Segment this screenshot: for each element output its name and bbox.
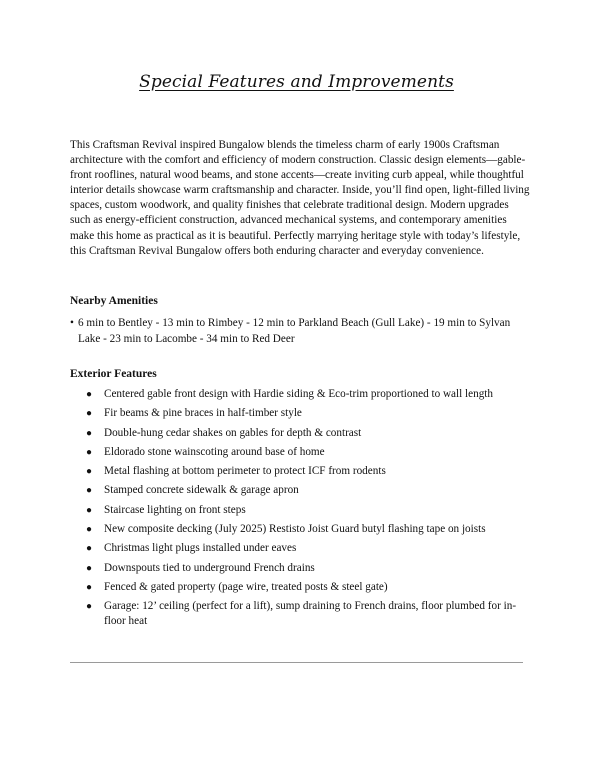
list-item-text: Christmas light plugs installed under eaves <box>104 542 297 555</box>
nearby-amenities-text: 6 min to Bentley - 13 min to Rimbey - 12 min to Parkland Beach (Gull Lake) - 19 min to Sylvan Lake - 23 min to Lacombe - 34 min to Red Deer <box>78 317 511 345</box>
page-title: Special Features and Improvements <box>139 72 454 92</box>
divider <box>70 662 523 663</box>
exterior-features-list <box>70 387 530 630</box>
list-item <box>70 464 530 483</box>
list-item <box>70 522 530 541</box>
list-item-text: Metal flashing at bottom perimeter to protect ICF from rodents <box>104 465 386 478</box>
bullet-icon: ● <box>85 446 92 458</box>
list-item <box>70 387 530 406</box>
bullet-icon: ● <box>85 504 92 516</box>
intro-paragraph: This Craftsman Revival inspired Bungalow blends the timeless charm of early 1900s Craftsman architecture with the comfort and efficiency of modern construction. Classic design elements—gable-front rooflines, natural wood beams, and stone accents—create inviting curb appeal, while thoughtful interior details showcase warm craftsmanship and character. Inside, you’ll find open, light-filled living spaces, custom woodwork, and quality finishes that celebrate traditional design. Modern upgrades such as energy-efficient construction, advanced mechanical systems, and contemporary amenities make this home as practical as it is beautiful. Perfectly marrying heritage style with today’s lifestyle, this Craftsman Revival Bungalow offers both enduring character and everyday convenience. <box>70 139 530 257</box>
list-item <box>70 561 530 580</box>
bullet-icon: ● <box>85 408 92 420</box>
list-item-text: New composite decking (July 2025) Restisto Joist Guard butyl flashing tape on joists <box>104 523 486 536</box>
list-item-text: Fenced & gated property (page wire, treated posts & steel gate) <box>104 580 388 593</box>
list-item <box>70 426 530 445</box>
list-item <box>70 445 530 464</box>
list-item <box>70 503 530 522</box>
list-item-text: Eldorado stone wainscoting around base of home <box>104 445 325 458</box>
list-item-text: Stamped concrete sidewalk & garage apron <box>104 484 299 497</box>
bullet-icon: ● <box>85 601 92 613</box>
list-item <box>70 406 530 425</box>
bullet-icon: ● <box>85 427 92 439</box>
bullet-icon: ● <box>85 562 92 574</box>
bullet-icon: • <box>70 317 74 329</box>
list-item-text: Double-hung cedar shakes on gables for depth & contrast <box>104 426 362 439</box>
list-item-text: Garage: 12’ ceiling (perfect for a lift), sump draining to French drains, floor plumbed for in-floor heat <box>104 600 517 628</box>
exterior-features-heading: Exterior Features <box>70 368 157 380</box>
list-item-text: Fir beams & pine braces in half-timber style <box>104 407 302 420</box>
list-item <box>70 483 530 502</box>
bullet-icon: ● <box>85 389 92 400</box>
bullet-icon: ● <box>85 524 92 536</box>
bullet-icon: ● <box>85 485 92 497</box>
list-item <box>70 580 530 599</box>
bullet-icon: ● <box>85 581 92 593</box>
list-item-text: Centered gable front design with Hardie siding & Eco-trim proportioned to wall length <box>104 388 493 400</box>
bullet-icon: ● <box>85 466 92 478</box>
list-item <box>70 599 530 629</box>
nearby-amenities-heading: Nearby Amenities <box>70 295 158 307</box>
list-item-text: Downspouts tied to underground French drains <box>104 561 315 574</box>
list-item <box>70 541 530 560</box>
nearby-amenities-item <box>70 316 530 347</box>
bullet-icon: ● <box>85 543 92 555</box>
list-item-text: Staircase lighting on front steps <box>104 503 246 516</box>
